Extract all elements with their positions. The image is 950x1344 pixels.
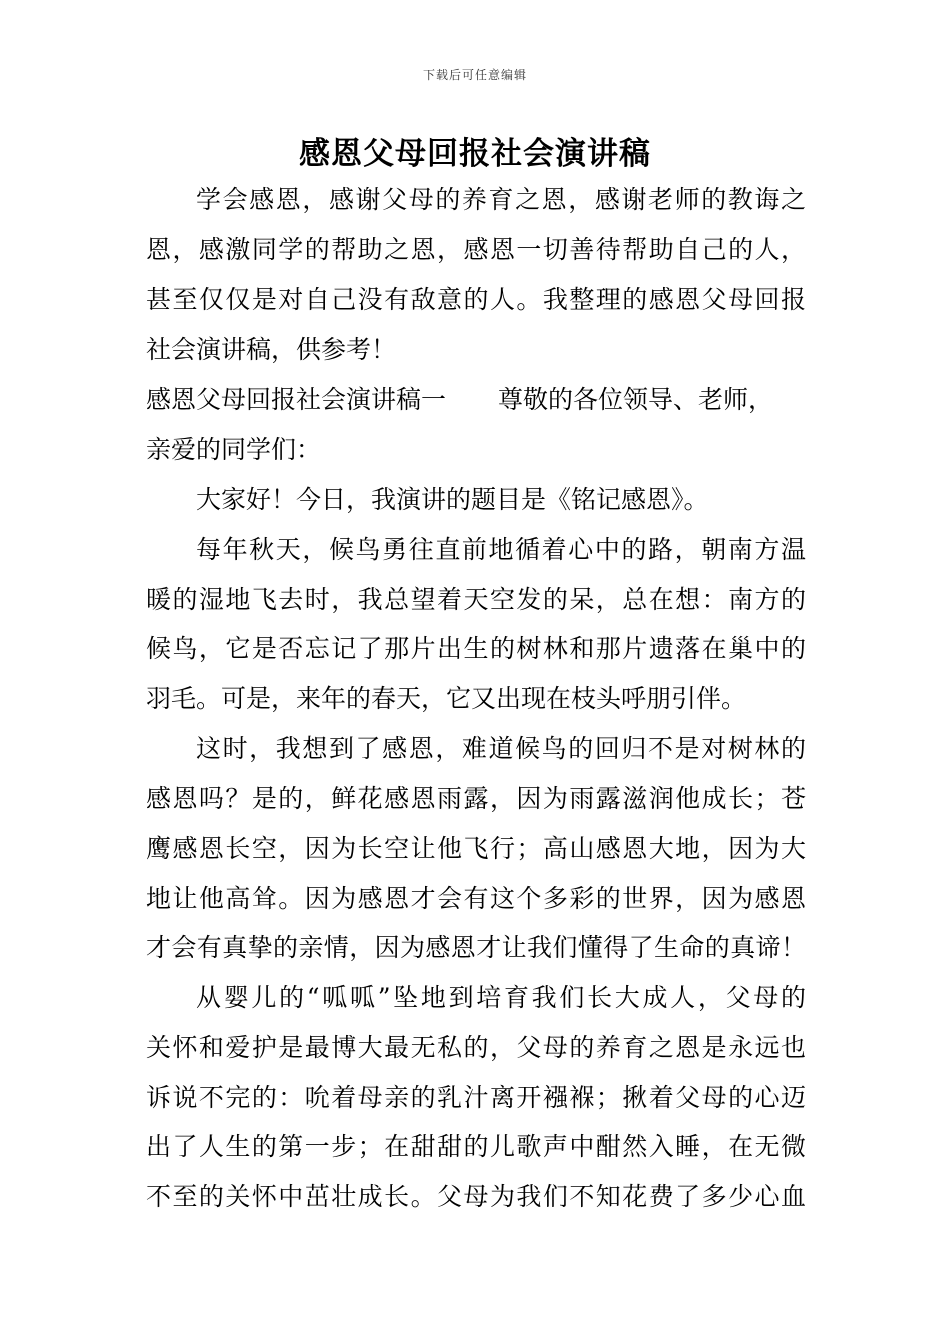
body-line: 甚至仅仅是对自己没有敌意的人。我整理的感恩父母回报 bbox=[146, 285, 806, 314]
body-line: 每年秋天，候鸟勇往直前地循着心中的路，朝南方温 bbox=[196, 535, 806, 564]
body-line: 才会有真挚的亲情，因为感恩才让我们懂得了生命的真谛！ bbox=[146, 933, 806, 962]
body-line: 暖的湿地飞去时，我总望着天空发的呆，总在想：南方的 bbox=[146, 585, 806, 614]
body-line: 社会演讲稿，供参考！ bbox=[146, 335, 397, 364]
body-line: 不至的关怀中茁壮成长。父母为我们不知花费了多少心血 bbox=[146, 1182, 806, 1211]
body-line: 感恩吗？是的，鲜花感恩雨露，因为雨露滋润他成长；苍 bbox=[146, 784, 806, 813]
body-line: 鹰感恩长空，因为长空让他飞行；高山感恩大地，因为大 bbox=[146, 834, 806, 863]
body-line: 羽毛。可是，来年的春天，它又出现在枝头呼朋引伴。 bbox=[146, 684, 747, 713]
document-title: 感恩父母回报社会演讲稿 bbox=[299, 136, 651, 172]
section-heading-line bbox=[146, 385, 806, 415]
salutation: 尊敬的各位领导、老师， bbox=[498, 385, 774, 414]
body-line: 学会感恩，感谢父母的养育之恩，感谢老师的教诲之 bbox=[196, 185, 806, 214]
body-line: 候鸟，它是否忘记了那片出生的树林和那片遗落在巢中的 bbox=[146, 634, 806, 663]
body-line: 恩，感激同学的帮助之恩，感恩一切善待帮助自己的人， bbox=[146, 235, 806, 264]
body-line: 亲爱的同学们： bbox=[146, 435, 322, 464]
body-line: 从婴儿的“呱呱”坠地到培育我们长大成人，父母的 bbox=[196, 983, 806, 1012]
body-line: 出了人生的第一步；在甜甜的儿歌声中酣然入睡，在无微 bbox=[146, 1132, 806, 1161]
header-note: 下载后可任意编辑 bbox=[422, 68, 527, 82]
body-line: 这时，我想到了感恩，难道候鸟的回归不是对树林的 bbox=[196, 734, 806, 763]
body-line: 诉说不完的：吮着母亲的乳汁离开襁褓；揪着父母的心迈 bbox=[146, 1083, 806, 1112]
body-line: 关怀和爱护是最博大最无私的，父母的养育之恩是永远也 bbox=[146, 1033, 806, 1062]
body-line: 大家好！今日，我演讲的题目是《铭记感恩》。 bbox=[196, 485, 709, 514]
section-heading: 感恩父母回报社会演讲稿一 bbox=[146, 385, 447, 414]
body-line: 地让他高耸。因为感恩才会有这个多彩的世界，因为感恩 bbox=[146, 884, 806, 913]
